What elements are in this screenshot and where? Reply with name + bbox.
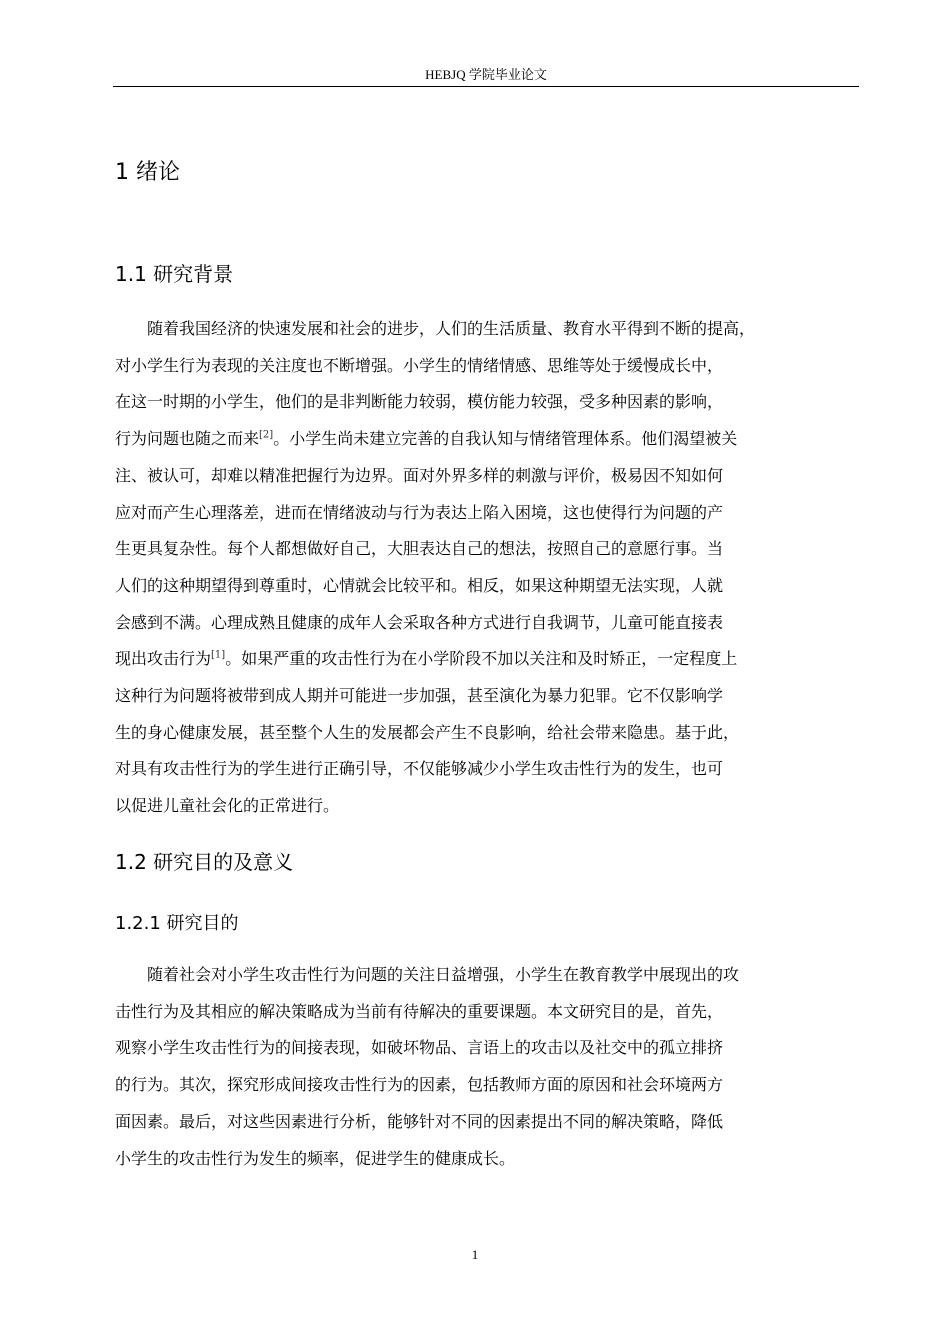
text-line: 会感到不满。心理成熟且健康的成年人会采取各种方式进行自我调节，儿童可能直接表	[115, 612, 724, 632]
subsection-title-1-2-1: 1.2.1 研究目的	[115, 913, 239, 934]
text-line: 以促进儿童社会化的正常进行。	[115, 796, 340, 816]
text-line: 应对而产生心理落差，进而在情绪波动与行为表达上陷入困境，这也使得行为问题的产	[115, 502, 724, 522]
text-line: 注、被认可，却难以精准把握行为边界。面对外界多样的刺激与评价，极易因不知如何	[115, 465, 724, 485]
text-line: 随着社会对小学生攻击性行为问题的关注日益增强，小学生在教育教学中展现出的攻	[147, 965, 740, 984]
text-line: 面因素。最后，对这些因素进行分析，能够针对不同的因素提出不同的解决策略，降低	[115, 1111, 724, 1131]
paragraph-background	[115, 311, 861, 825]
citation-ref-2[interactable]: [2]	[259, 429, 274, 441]
chapter-title: 1 绪论	[115, 160, 180, 185]
section-title-1-1: 1.1 研究背景	[115, 262, 234, 286]
page-header: HEBJQ 学院毕业论文	[113, 66, 859, 87]
text-line: 在这一时期的小学生，他们的是非判断能力较弱，模仿能力较强，受多种因素的影响，	[115, 392, 724, 412]
text-segment: 。如果严重的攻击性行为在小学阶段不加以关注和及时矫正，一定程度上	[225, 649, 738, 669]
page-number: 1	[471, 1247, 479, 1262]
text-line: 生的身心健康发展，甚至整个人生的发展都会产生不良影响，给社会带来隐患。基于此，	[115, 722, 740, 742]
text-line: 对小学生行为表现的关注度也不断增强。小学生的情绪情感、思维等处于缓慢成长中，	[115, 355, 724, 375]
text-line: 的行为。其次，探究形成间接攻击性行为的因素，包括教师方面的原因和社会环境两方	[115, 1075, 724, 1095]
text-line: 击性行为及其相应的解决策略成为当前有待解决的重要课题。本文研究目的是，首先，	[115, 1001, 724, 1021]
text-line: 观察小学生攻击性行为的间接表现，如破坏物品、言语上的攻击以及社交中的孤立排挤	[115, 1038, 724, 1058]
text-segment: 行为问题也随之而来	[115, 429, 260, 449]
text-line: 生更具复杂性。每个人都想做好自己，大胆表达自己的想法，按照自己的意愿行事。当	[115, 539, 724, 559]
text-line: 人们的这种期望得到尊重时，心情就会比较平和。相反，如果这种期望无法实现，人就	[115, 575, 724, 595]
text-line: 对具有攻击性行为的学生进行正确引导，不仅能够减少小学生攻击性行为的发生，也可	[115, 759, 724, 779]
paragraph-purpose	[115, 957, 861, 1177]
text-segment: 。小学生尚未建立完善的自我认知与情绪管理体系。他们渴望被关	[273, 429, 738, 449]
text-line: 这种行为问题将被带到成人期并可能进一步加强，甚至演化为暴力犯罪。它不仅影响学	[115, 686, 724, 706]
text-line	[115, 421, 861, 458]
text-line: 小学生的攻击性行为发生的频率，促进学生的健康成长。	[115, 1148, 516, 1168]
section-title-1-2: 1.2 研究目的及意义	[115, 850, 294, 874]
text-line	[115, 641, 861, 678]
citation-ref-1[interactable]: [1]	[211, 650, 226, 661]
text-segment: 现出攻击行为	[115, 649, 212, 669]
text-line: 随着我国经济的快速发展和社会的进步，人们的生活质量、教育水平得到不断的提高，	[147, 319, 756, 338]
